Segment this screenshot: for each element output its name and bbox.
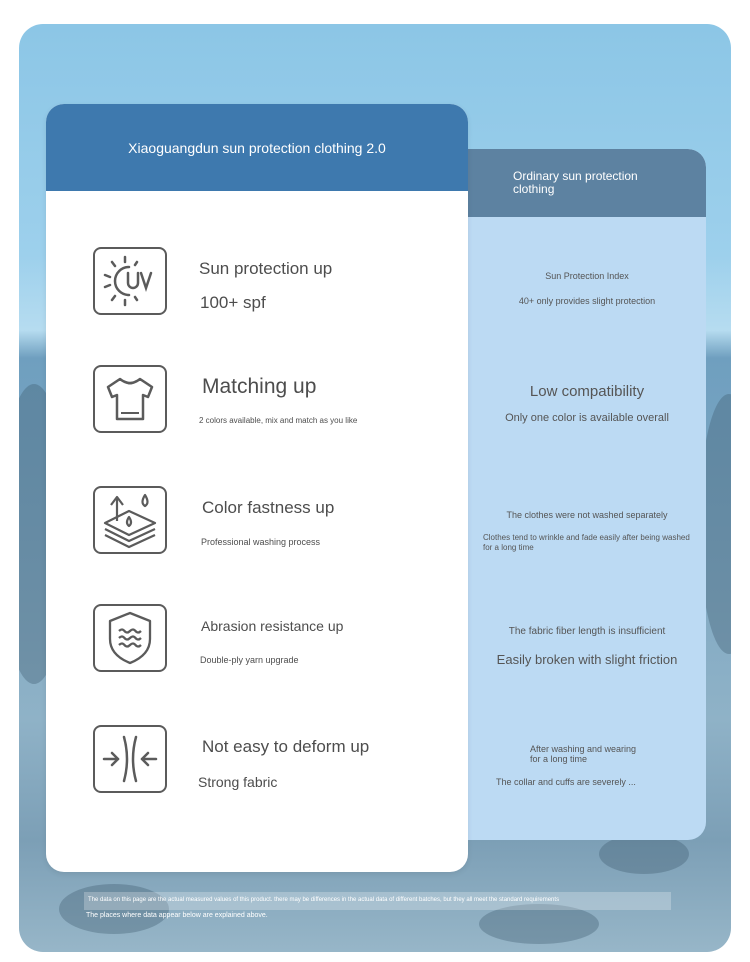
item-4-title: Abrasion resistance up: [201, 618, 344, 634]
shield-icon: [93, 604, 167, 672]
t-shirt-icon: [93, 365, 167, 433]
ordinary-item-5-line1: After washing and wearing for a long time: [530, 744, 637, 764]
footnote-line-2: The places where data appear below are explained above.: [86, 912, 268, 919]
ordinary-item-2-line2: Only one color is available overall: [505, 412, 669, 424]
footnote-line-1: The data on this page are the actual measured values of this product. there may be differences in the actual data of different batches, but they all meet the standard requirements: [88, 897, 560, 903]
item-2-title: Matching up: [202, 375, 317, 398]
ordinary-item-2-line1: Low compatibility: [529, 383, 645, 400]
item-4-subtitle: Double-ply yarn upgrade: [200, 655, 299, 665]
layers-drop-icon: [93, 486, 167, 554]
item-3-title: Color fastness up: [202, 498, 335, 517]
ordinary-item-3-line2: Clothes tend to wrinkle and fade easily after being washed for a long time: [483, 533, 690, 552]
ordinary-clothing-card: [468, 149, 706, 840]
ordinary-item-1-line1: Sun Protection Index: [545, 271, 629, 281]
xiaoguangdun-header: [46, 104, 468, 191]
ordinary-item-4-line2: Easily broken with slight friction: [496, 652, 678, 667]
item-3-subtitle: Professional washing process: [201, 537, 321, 547]
xiaoguangdun-card: [46, 104, 468, 872]
xiaoguangdun-title: Xiaoguangdun sun protection clothing 2.0: [128, 139, 386, 156]
ordinary-clothing-header: [468, 149, 706, 217]
item-5-title: Not easy to deform up: [202, 737, 370, 756]
compress-icon: [93, 725, 167, 793]
uv-sun-icon: [93, 247, 167, 315]
ordinary-item-5-line2: The collar and cuffs are severely ...: [496, 777, 636, 787]
item-2-subtitle: 2 colors available, mix and match as you like: [199, 416, 358, 425]
item-1-subtitle: 100+ spf: [200, 293, 266, 312]
item-5-subtitle: Strong fabric: [198, 774, 278, 790]
ordinary-item-4-line1: The fabric fiber length is insufficient: [508, 626, 666, 637]
ordinary-item-3-line1: The clothes were not washed separately: [506, 510, 668, 520]
item-1-title: Sun protection up: [199, 259, 333, 278]
ordinary-clothing-title: Ordinary sun protection clothing: [513, 169, 638, 196]
ordinary-item-1-line2: 40+ only provides slight protection: [518, 296, 656, 306]
